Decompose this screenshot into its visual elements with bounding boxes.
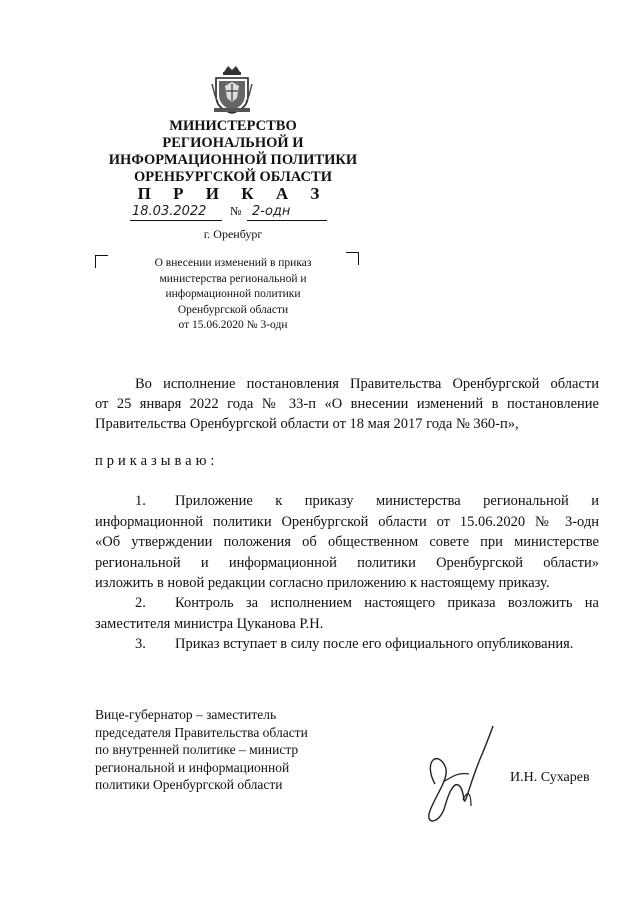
ministry-name [100, 118, 366, 186]
item-line: Приказ вступает в силу после его официального опубликования. [175, 636, 574, 652]
coat-of-arms-icon [210, 64, 254, 114]
order-item-1 [95, 491, 599, 594]
date-underline [130, 220, 222, 221]
ministry-line: РЕГИОНАЛЬНОЙ И [162, 135, 304, 151]
order-item-2 [95, 593, 599, 634]
order-word: приказываю: [95, 453, 219, 469]
position-line: по внутренней политике – министр [95, 742, 299, 757]
ministry-line: ИНФОРМАЦИОННОЙ ПОЛИТИКИ [108, 152, 358, 168]
order-item-3 [95, 634, 599, 655]
subject-corner-right [346, 252, 359, 265]
intro-line: Правительства Оренбургской области от 18 мая 2017 года № 360-п», [95, 416, 519, 432]
position-line: Вице-губернатор – заместитель [95, 707, 277, 722]
item-line: Контроль за исполнением настоящего приказа возложить на [175, 595, 599, 611]
item-number: 3. [135, 636, 146, 652]
ministry-line: ОРЕНБУРГСКОЙ ОБЛАСТИ [134, 169, 332, 185]
item-number: 1. [135, 493, 146, 509]
document-subject [135, 256, 331, 334]
item-line: заместителя министра Цуканова Р.Н. [95, 615, 324, 632]
handwritten-date: 18.03.2022 [132, 204, 207, 219]
position-line: председателя Правительства области [95, 724, 308, 740]
ministry-line: МИНИСТЕРСТВО [169, 118, 297, 134]
signatory-position [95, 706, 308, 794]
position-line: региональной и информационной [95, 759, 290, 775]
subject-corner-left [95, 255, 108, 268]
number-underline [247, 220, 327, 221]
document-type-title: П Р И К А З [137, 184, 329, 203]
item-line: «Об утверждении положения об общественном совете при министерстве [95, 534, 599, 550]
item-line: Приложение к приказу министерства региональной и [175, 493, 599, 509]
intro-line: Во исполнение постановления Правительства Оренбургской области [135, 376, 599, 392]
subject-line: Оренбургской области [177, 303, 289, 316]
subject-line: информационной политики [165, 288, 301, 300]
item-line: изложить в новой редакции согласно приложению к настоящему приказу. [95, 575, 550, 591]
item-line: региональной и информационной политики Оренбургской области» [95, 554, 599, 571]
intro-paragraph [95, 374, 599, 434]
number-sign: № [230, 204, 242, 218]
item-number: 2. [135, 595, 146, 611]
handwritten-signature [405, 722, 497, 832]
subject-line: от 15.06.2020 № 3-одн [178, 319, 288, 331]
item-line: информационной политики Оренбургской области от 15.06.2020 № 3-одн [95, 513, 599, 530]
signer-name: И.Н. Сухарев [510, 770, 590, 785]
date-number-line [130, 202, 340, 226]
subject-line: министерства региональной и [159, 272, 307, 285]
handwritten-number: 2-одн [252, 204, 291, 219]
city-label: г. Оренбург [203, 227, 263, 241]
intro-line: от 25 января 2022 года № 33-п «О внесении изменений в постановление [95, 396, 599, 412]
position-line: политики Оренбургской области [95, 777, 283, 792]
subject-line: О внесении изменений в приказ [154, 257, 312, 269]
